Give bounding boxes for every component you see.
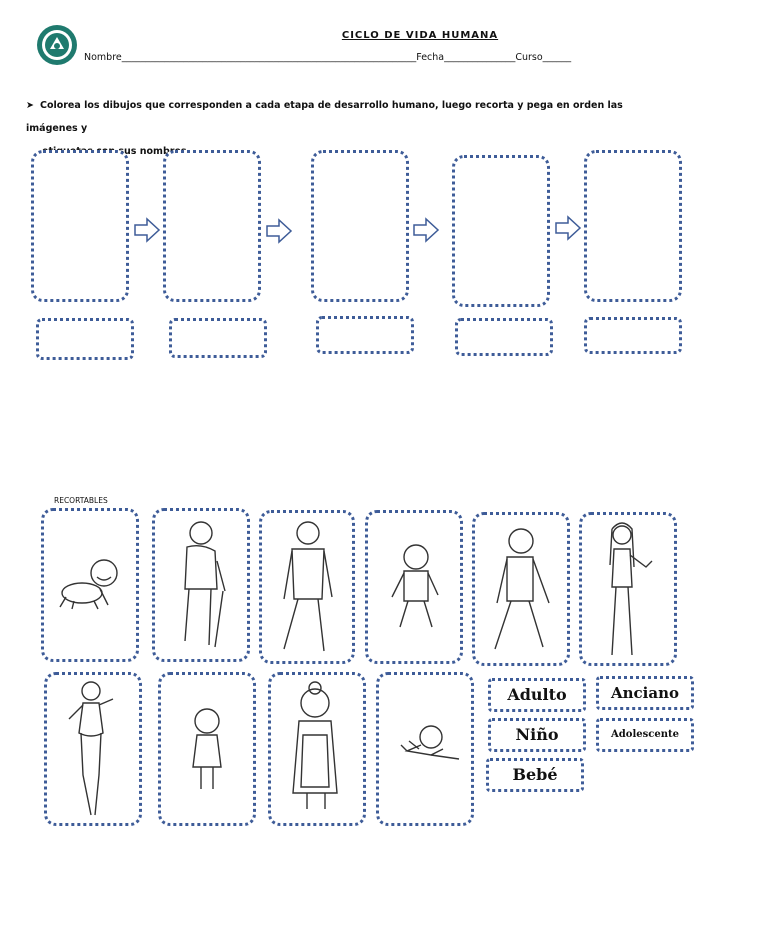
grandmother-illustration — [271, 675, 363, 823]
word-label-anciano[interactable]: Anciano — [596, 676, 694, 710]
sequence-label-box-1[interactable] — [36, 318, 134, 360]
right-arrow-icon — [265, 217, 293, 245]
old-man-illustration — [155, 511, 247, 659]
sequence-image-box-1[interactable] — [31, 150, 129, 302]
cutout-card-adult-woman[interactable] — [44, 672, 142, 826]
word-label-adolescente[interactable]: Adolescente — [596, 718, 694, 752]
sequence-image-box-3[interactable] — [311, 150, 409, 302]
cutout-card-old-man[interactable] — [152, 508, 250, 662]
sequence-label-box-4[interactable] — [455, 318, 553, 356]
right-arrow-icon — [412, 216, 440, 244]
sequence-label-box-2[interactable] — [169, 318, 267, 358]
cutout-card-grandmother[interactable] — [268, 672, 366, 826]
sequence-image-box-2[interactable] — [163, 150, 261, 302]
sequence-label-box-5[interactable] — [584, 317, 682, 354]
name-date-course-fields[interactable]: Nombre______________________________________________________________Fecha_______________Curso______ — [84, 52, 572, 63]
instructions-line-1: Colorea los dibujos que corresponden a cada etapa de desarrollo humano, luego recorta y pega en orden las imágenes y — [26, 100, 623, 134]
cutout-card-little-girl[interactable] — [158, 672, 256, 826]
adult-man-illustration — [262, 513, 352, 661]
cutout-card-teen-girl[interactable] — [579, 512, 677, 666]
word-label-bebe[interactable]: Bebé — [486, 758, 584, 792]
cutout-card-baby-lying[interactable] — [376, 672, 474, 826]
adult-woman-illustration — [47, 675, 139, 823]
cutout-card-baby-crawling[interactable] — [41, 508, 139, 662]
worksheet-title: CICLO DE VIDA HUMANA — [341, 30, 499, 41]
sequence-label-box-3[interactable] — [316, 316, 414, 354]
school-logo-icon — [36, 24, 78, 66]
word-label-adulto[interactable]: Adulto — [488, 678, 586, 712]
cutout-card-teen-boy[interactable] — [472, 512, 570, 666]
little-girl-illustration — [161, 675, 253, 823]
teen-boy-illustration — [475, 515, 567, 663]
cutout-card-adult-man[interactable] — [259, 510, 355, 664]
sequence-image-box-5[interactable] — [584, 150, 682, 302]
teen-girl-illustration — [582, 515, 674, 663]
crawling-baby-illustration — [44, 511, 136, 659]
baby-lying-illustration — [379, 675, 471, 823]
cutout-card-child[interactable] — [365, 510, 463, 664]
right-arrow-icon — [133, 216, 161, 244]
word-label-nino[interactable]: Niño — [488, 718, 586, 752]
cutouts-label: RECORTABLES — [54, 496, 108, 505]
instructions-line-2: sus nombres. — [118, 146, 191, 157]
right-arrow-icon — [554, 214, 582, 242]
sequence-image-box-4[interactable] — [452, 155, 550, 307]
bullet-arrow-icon: ➤ — [26, 100, 34, 111]
child-walking-illustration — [368, 513, 460, 661]
